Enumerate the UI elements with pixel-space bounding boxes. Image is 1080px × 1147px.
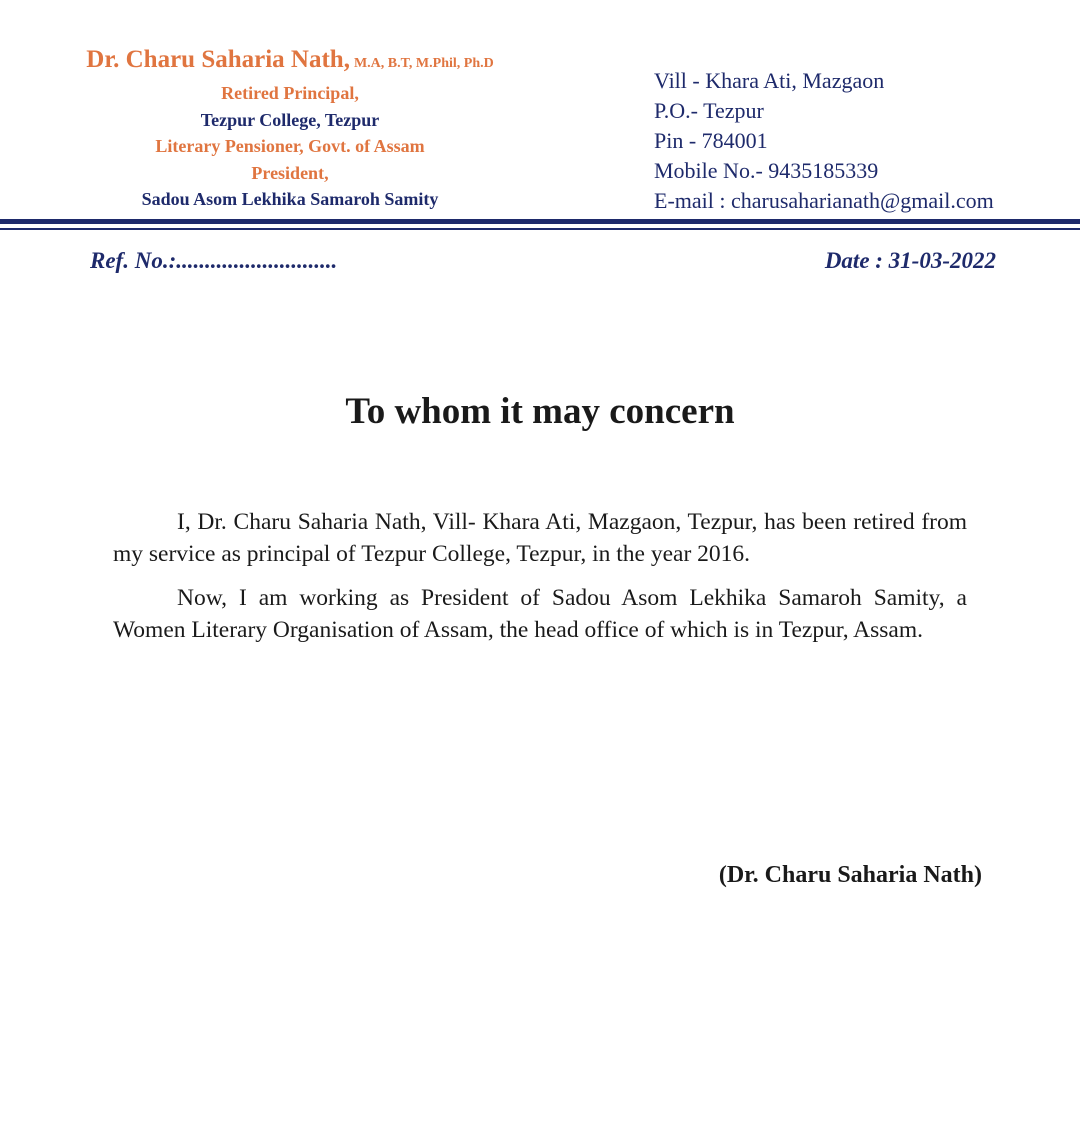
author-name: Dr. Charu Saharia Nath,	[86, 46, 350, 73]
letterhead-title-retired-principal: Retired Principal,	[221, 83, 359, 103]
body-paragraph: I, Dr. Charu Saharia Nath, Vill- Khara Ati, Mazgaon, Tezpur, has been retired from my service as principal of Tezpur College, Tezpur, in the year 2016.	[113, 509, 967, 567]
author-degrees: M.A, B.T, M.Phil, Ph.D	[353, 56, 494, 71]
letterhead-title-president: President,	[251, 162, 329, 183]
address-pin: Pin - 784001	[654, 128, 768, 153]
address-email: E-mail : charusaharianath@gmail.com	[654, 188, 994, 213]
body-paragraph: Now, I am working as President of Sadou Asom Lekhika Samaroh Samity, a Women Literary Organisation of Assam, the head office of which is in Tezpur, Assam.	[113, 585, 967, 643]
letter-date: Date : 31-03-2022	[824, 248, 996, 273]
letterhead-divider-thin	[0, 228, 1080, 230]
letterhead-organisation: Sadou Asom Lekhika Samaroh Samity	[141, 189, 439, 209]
letterhead-pensioner: Literary Pensioner, Govt. of Assam	[155, 136, 425, 156]
letterhead-divider-thick	[0, 219, 1080, 224]
letterhead-college: Tezpur College, Tezpur	[200, 109, 380, 130]
address-mobile: Mobile No.- 9435185339	[654, 158, 879, 183]
address-post-office: P.O.- Tezpur	[654, 98, 764, 123]
letterhead-address	[654, 66, 994, 216]
reference-number: Ref. No.:............................	[90, 248, 338, 273]
letterhead-name-line	[30, 44, 550, 80]
letter-body	[113, 506, 967, 658]
signature-name: (Dr. Charu Saharia Nath)	[718, 862, 982, 888]
letter-heading: To whom it may concern	[345, 391, 735, 432]
letterhead-left	[30, 44, 550, 213]
address-village: Vill - Khara Ati, Mazgaon	[654, 68, 885, 93]
